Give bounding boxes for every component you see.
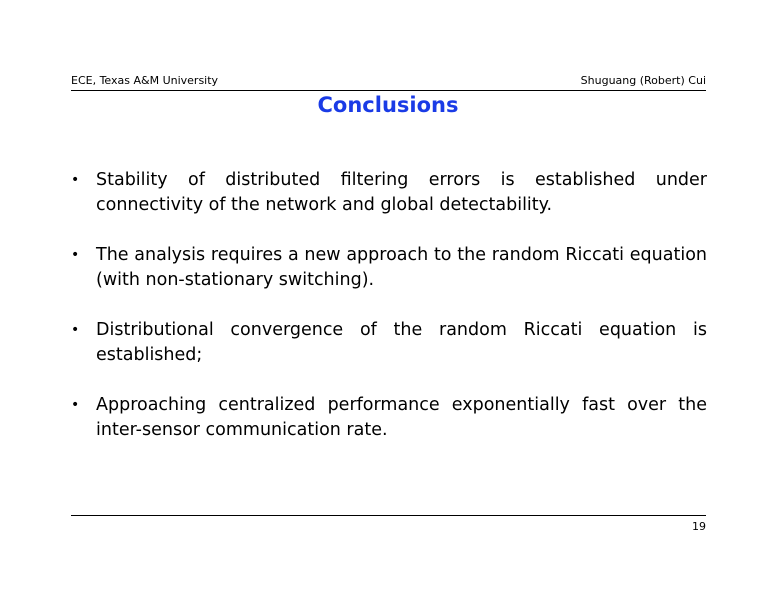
bullet-list xyxy=(71,168,707,468)
bullet-text: Distributional convergence of the random Riccati equation is established; xyxy=(96,320,707,365)
bullet-dot-icon: • xyxy=(71,172,80,188)
bullet-item xyxy=(71,318,707,368)
bullet-item xyxy=(71,243,707,293)
bullet-text: Stability of distributed filtering errors is established under connectivity of the network and global detectability. xyxy=(96,170,707,215)
bullet-dot-icon: • xyxy=(71,397,80,413)
header-affiliation: ECE, Texas A&M University xyxy=(71,74,219,87)
bullet-item xyxy=(71,393,707,443)
slide-title: Conclusions xyxy=(317,93,459,117)
slide-header xyxy=(71,74,706,91)
header-author: Shuguang (Robert) Cui xyxy=(580,74,706,87)
bullet-text: The analysis requires a new approach to the random Riccati equation (with non-stationary switching). xyxy=(96,245,707,290)
bullet-dot-icon: • xyxy=(71,247,80,263)
bullet-text: Approaching centralized performance exponentially fast over the inter-sensor communication rate. xyxy=(96,395,707,440)
footer-divider xyxy=(71,515,706,516)
bullet-dot-icon: • xyxy=(71,322,80,338)
bullet-item xyxy=(71,168,707,218)
page-number: 19 xyxy=(692,520,706,533)
